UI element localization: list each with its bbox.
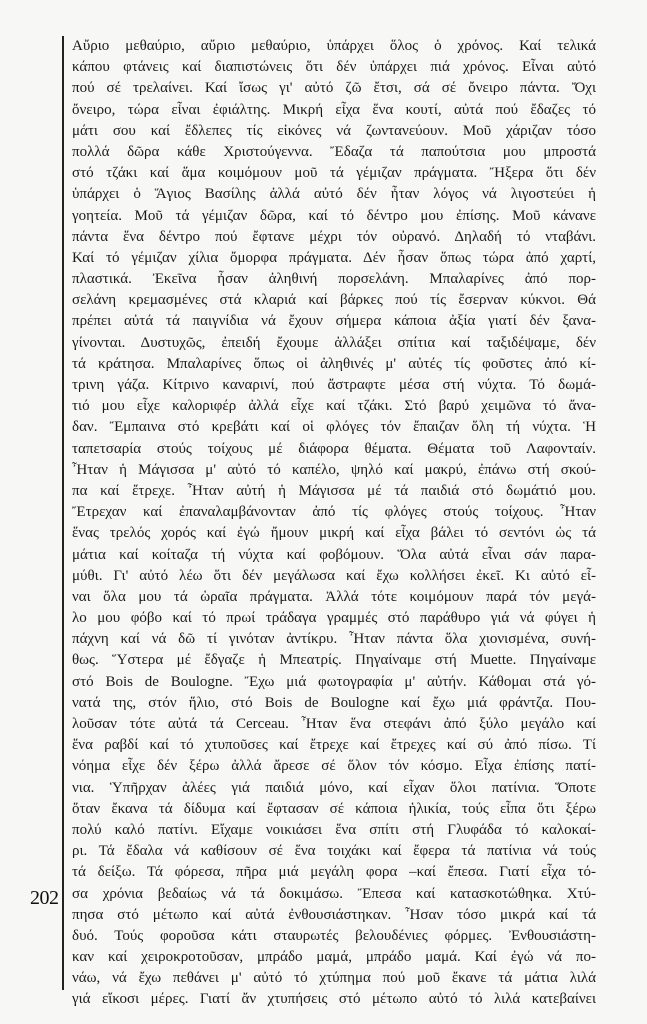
text-line: ἕνα ραβδί καί τό χτυποῦσες καί ἔτρεχε καί ἔτρεχες καί σύ ἀπό πίσω. Τί bbox=[72, 737, 596, 754]
text-line: τά κράτησα. Μπαλαρίνες ὅπως οἱ ἀληθινές μ' αὐτές τίς φοῦστες ἀπό κί- bbox=[72, 355, 596, 372]
text-line: πλαστικά. Ἐκεῖνα ἦσαν ἀληθινή πορσελάνη. Μπαλαρίνες ἀπό πορ- bbox=[72, 271, 596, 288]
text-line: μάτι σου καί ἔδλεπες τίς εἰκόνες νά ζωντανεύουν. Μοῦ χάριζαν τόσο bbox=[72, 122, 596, 139]
body-text bbox=[72, 36, 596, 1011]
text-line: ναι ὅλα μου τά ὡραῖα πράγματα. Ἀλλά τότε κοιμόμουν παρά τόν μεγά- bbox=[72, 588, 596, 605]
text-line: πάχνη καί νά δῶ τί γινόταν ἀντίκρυ. Ἦταν πάντα ὅλα χιονισμένα, συνή- bbox=[72, 631, 596, 648]
text-line: νάω, νά ἔχω πεθάνει μ' αὐτό τό χτύπημα πού μοῦ ἔκανε τά μάτια λιλά bbox=[72, 970, 596, 987]
text-line: νόημα εἶχε δέν ξέρω ἀλλά ἄρεσε σέ ὅλον τόν κόσμο. Εἶχα ἐπίσης πατί- bbox=[72, 758, 596, 775]
text-line: γιά εἴκοσι μέρες. Γιατί ἄν χτυπήσεις στό μέτωπο αὐτό τό λιλά κατεβαίνει bbox=[72, 991, 596, 1008]
text-line: πολύ καλό πατίνι. Εἴχαμε νοικιάσει ἕνα σπίτι στή Γλυφάδα τό καλοκαί- bbox=[72, 821, 596, 838]
text-line: νατά της, στόν ἥλιο, στό Bois de Boulogne καί ἔχω μιά φράντζα. Που- bbox=[72, 694, 596, 711]
text-line: σελάνη κρεμασμένες στά κλαριά καί βάρκες πού τίς ἔσερναν κύκνοι. Θά bbox=[72, 292, 596, 309]
text-line: γοητεία. Μοῦ τά γέμιζαν δῶρα, καί τό δέντρο μου ἐπίσης. Μοῦ κάνανε bbox=[72, 207, 596, 224]
text-line: μύθι. Γι' αὐτό λέω ὅτι δέν μεγάλωσα καί ἔχω κολλήσει ἐκεῖ. Κι αὐτό εἶ- bbox=[72, 567, 596, 584]
text-line: ὑπάρχει ὁ Ἅγιος Βασίλης ἀλλά αὐτό δέν ἦταν λόγος νά λιγοστεύει ἡ bbox=[72, 186, 596, 203]
text-line: τά δείξω. Τά φόρεσα, πῆρα μιά μεγάλη φορα –καί ἔπεσα. Γιατί εἶχα τό- bbox=[72, 864, 596, 881]
text-line: καν καί χειροκροτοῦσαν, μπράδο μαμά, μπράδο μαμά. Καί ἐγώ νά πο- bbox=[72, 949, 596, 966]
text-line: σα χρόνια βεδαίως νά τά δοκιμάσω. Ἔπεσα καί κατασκοτώθηκα. Χτύ- bbox=[72, 885, 596, 902]
text-line: στό τζάκι καί ἅμα κοιμόμουν μοῦ τά γέμιζαν πράγματα. Ἤξερα ὅτι δέν bbox=[72, 165, 596, 182]
text-line: γίνονται. Δυστυχῶς, ἐπειδή ἔχουμε ἀλλάξει σπίτια καί ταξιδέψαμε, δέν bbox=[72, 334, 596, 351]
text-line: Ἔτρεχαν καί ἐπαναλαμβάνονταν ἀπό τίς φλόγες στούς τοίχους. Ἦταν bbox=[72, 504, 596, 521]
text-line: πα καί ἔτρεχε. Ἦταν αὐτή ἡ Μάγισσα μέ τά παιδιά στό δωμάτιό μου. bbox=[72, 482, 596, 499]
page-number: 202 bbox=[30, 887, 59, 909]
text-line: Αὔριο μεθαύριο, αὔριο μεθαύριο, ὑπάρχει ὅλος ὁ χρόνος. Καί τελικά bbox=[72, 38, 596, 54]
text-line: λοῦσαν τότε αὐτά τά Cerceau. Ἦταν ἕνα στεφάνι ἀπό ξύλο μεγάλο καί bbox=[72, 716, 596, 732]
text-line: πολλά δῶρα κάθε Χριστούγεννα. Ἔδαζα τά παπούτσια μου μπροστά bbox=[72, 143, 596, 160]
text-line: δαν. Ἔμπαινα στό κρεβάτι καί οἱ φλόγες τόν ἔπαιζαν ὅλη τή νύχτα. Ἡ bbox=[72, 419, 596, 436]
text-line: μάτια καί κοίταζα τή νύχτα καί φοβόμουν. Ὅλα αὐτά εἶναι σάν παρα- bbox=[72, 546, 596, 563]
margin-rule bbox=[62, 36, 64, 990]
text-line: ἕνας τρελός χορός καί ἐγώ ἤμουν μικρή καί εἶχα βάλει τό σεντόνι ὡς τά bbox=[72, 525, 596, 542]
text-line: λο μου φόβο καί τό πρωί τράδαγα γραμμές στό παράθυρο γιά νά φύγει ἡ bbox=[72, 610, 596, 627]
text-line: ταπετσαρία στούς τοίχους μέ διάφορα θέματα. Θέματα τοῦ Λαφονταίν. bbox=[72, 440, 596, 457]
text-line: πρέπει αὐτά τά παιγνίδια νά ἔχουν σήμερα κάποια ἀξία γιατί δέν ξανα- bbox=[72, 313, 596, 330]
text-line: πού σέ τρελαίνει. Καί ἴσως γι' αὐτό ζῶ ἔτσι, σά σέ ὄνειρο πάντα. Ὄχι bbox=[72, 80, 596, 97]
text-line: θως. Ὕστερα μέ ἔδγαζε ἡ Μπεατρίς. Πηγαίναμε στή Muette. Πηγαίναμε bbox=[72, 652, 596, 669]
text-line: στό Bois de Boulogne. Ἔχω μιά φωτογραφία μ' αὐτήν. Κάθομαι στά γό- bbox=[72, 673, 596, 690]
text-line: κάπου φτάνεις καί διαπιστώνεις ὅτι δέν ὑπάρχει πιά χρόνος. Εἶναι αὐτό bbox=[72, 59, 596, 76]
text-line: ρι. Τά ἔδαλα νά καθίσουν σέ ἕνα τοιχάκι καί ἔφερα τά πατίνια νά τούς bbox=[72, 843, 596, 860]
text-line: δυό. Τούς φοροῦσα κάτι σταυρωτές βελουδένιες φόρμες. Ἐνθουσιάστη- bbox=[72, 927, 596, 944]
text-line: πησα στό μέτωπο καί αὐτά ἐνθουσιάστηκαν. Ἦσαν τόσο μικρά καί τά bbox=[72, 906, 596, 923]
text-line: τρινη γάζα. Κίτρινο καναρινί, πού ἄστραφτε μέσα στή νύχτα. Τό δωμά- bbox=[72, 377, 596, 393]
text-line: τιό μου εἶχε καλοριφέρ ἀλλά εἶχε καί τζάκι. Στό βαρύ χειμῶνα τό ἄνα- bbox=[72, 398, 596, 415]
text-line: Καί τό γέμιζαν χίλια ὄμορφα πράγματα. Δέν ἦσαν ὅπως τώρα ἀπό χαρτί, bbox=[72, 249, 596, 266]
text-line: ὄνειρο, τώρα εἶναι ἐφιάλτης. Μικρή εἶχα ἕνα κουτί, αὐτά πού ἔδαζες τό bbox=[72, 101, 596, 118]
text-line: νια. Ὑπῆρχαν ἀλέες γιά παιδιά μόνο, καί εἶχαν ὅλοι πατίνια. Ὅποτε bbox=[72, 779, 596, 796]
text-line: πάντα ἕνα δέντρο πού ἔφτανε μέχρι τόν οὐρανό. Δηλαδή τό νταβάνι. bbox=[72, 228, 596, 245]
text-line: Ἦταν ἡ Μάγισσα μ' αὐτό τό καπέλο, ψηλό καί μακρύ, ἐπάνω στή σκού- bbox=[72, 461, 596, 478]
text-line: ὅταν ἔκανα τά δίδυμα καί ἔφτασαν σέ κάποια ἡλικία, τούς εἶπα ὅτι ξέρω bbox=[72, 800, 596, 817]
